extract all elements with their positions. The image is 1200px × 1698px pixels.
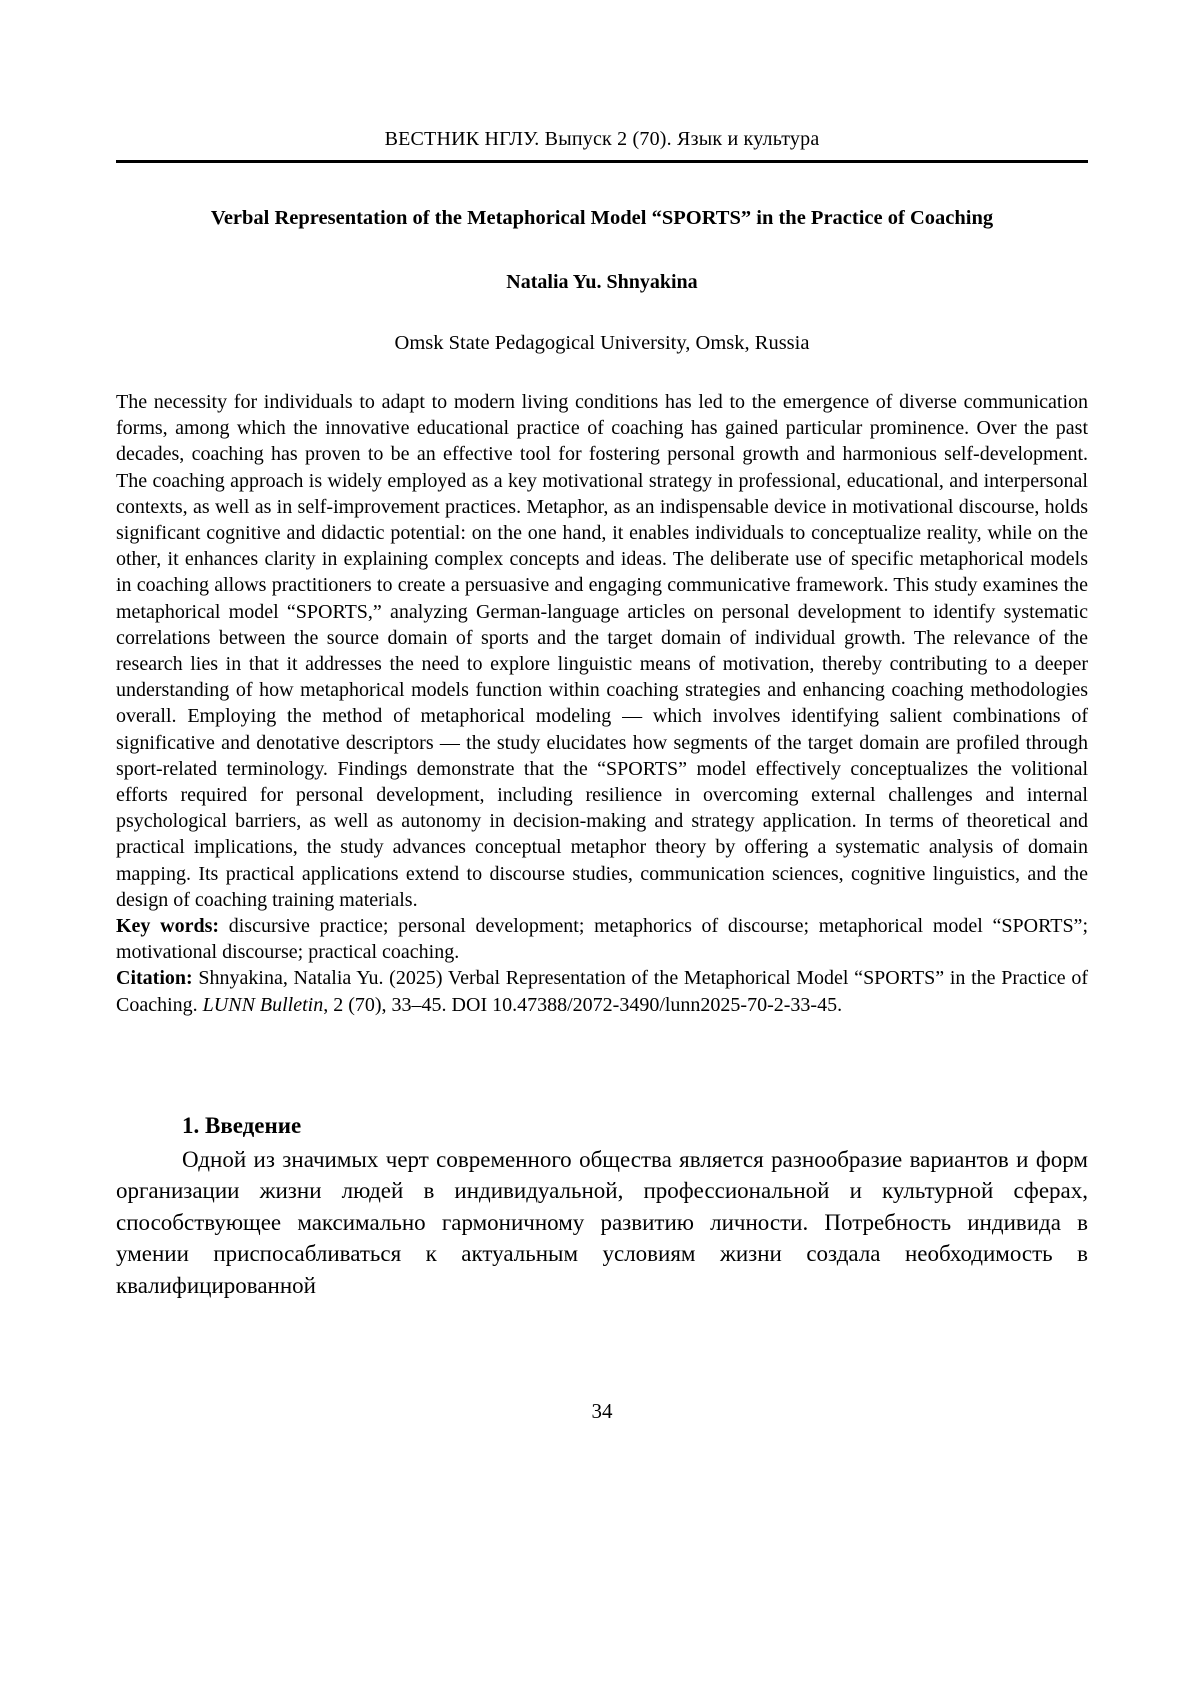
keywords-text: discursive practice; personal development; metaphorics of discourse; metaphorical model “SPORTS”; motivational discourse; practical coaching. (116, 915, 1088, 964)
affiliation: Omsk State Pedagogical University, Omsk, Russia (394, 332, 810, 354)
running-head: ВЕСТНИК НГЛУ. Выпуск 2 (70). Язык и культура (384, 128, 820, 150)
citation-paragraph (116, 965, 1088, 1017)
citation-journal-title: LUNN Bulletin (202, 993, 324, 1016)
abstract-text: The necessity for individuals to adapt to modern living conditions has led to the emergence of diverse communication forms, among which the innovative educational practice of coaching has gained particular prominence. Over the past decades, coaching has proven to be an effective tool for fostering personal growth and harmonious self-development. The coaching approach is widely employed as a key motivational strategy in professional, educational, and interpersonal contexts, as well as in self-improvement practices. Metaphor, as an indispensable device in motivational discourse, holds significant cognitive and didactic potential: on the one hand, it enables individuals to conceptualize reality, while on the other, it enhances clarity in explaining complex concepts and ideas. The deliberate use of specific metaphorical models in coaching allows practitioners to create a persuasive and engaging communicative framework. This study examines the metaphorical model “SPORTS,” analyzing German-language articles on personal development to identify systematic correlations between the source domain of sports and the target domain of individual growth. The relevance of the research lies in that it addresses the need to explore linguistic means of motivation, thereby contributing to a deeper understanding of how metaphorical models function within coaching strategies and enhancing coaching methodologies overall. Employing the method of metaphorical modeling — which involves identifying salient combinations of significative and denotative descriptors — the study elucidates how segments of the target domain are profiled through sport-related terminology. Findings demonstrate that the “SPORTS” model effectively conceptualizes the volitional efforts required for personal development, including resilience in overcoming external challenges and internal psychological barriers, as well as autonomy in decision-making and strategy application. In terms of theoretical and practical implications, the study advances conceptual metaphor theory by offering a systematic analysis of domain mapping. Its practical applications extend to discourse studies, communication sciences, cognitive linguistics, and the design of coaching training materials. (116, 391, 1088, 911)
citation-label: Citation: (116, 967, 193, 990)
keywords-paragraph (116, 913, 1088, 965)
header-rule (116, 160, 1088, 163)
citation-text-after: , 2 (70), 33–45. DOI 10.47388/2072-3490/lunn2025-70-2-33-45. (323, 993, 843, 1016)
page-number: 34 (591, 1399, 613, 1424)
article-title: Verbal Representation of the Metaphorical Model “SPORTS” in the Practice of Coaching (210, 207, 994, 229)
author-name: Natalia Yu. Shnyakina (506, 271, 698, 293)
citation-text-before: Shnyakina, Natalia Yu. (2025) Verbal Representation of the Metaphorical Model “SPORTS” in the Practice of Coaching. (116, 967, 1088, 1016)
keywords-label: Key words: (116, 915, 220, 938)
introduction-paragraph: Одной из значимых черт современного общества является разнообразие вариантов и форм организации жизни людей в индивидуальной, профессиональной и культурной сферах, способствующее максимально гармоничному развитию личности. Потребность индивида в умении приспосабливаться к актуальным условиям жизни создала необходимость в квалифицированной (116, 1146, 1088, 1298)
section-heading-introduction: 1. Введение (182, 1112, 302, 1138)
